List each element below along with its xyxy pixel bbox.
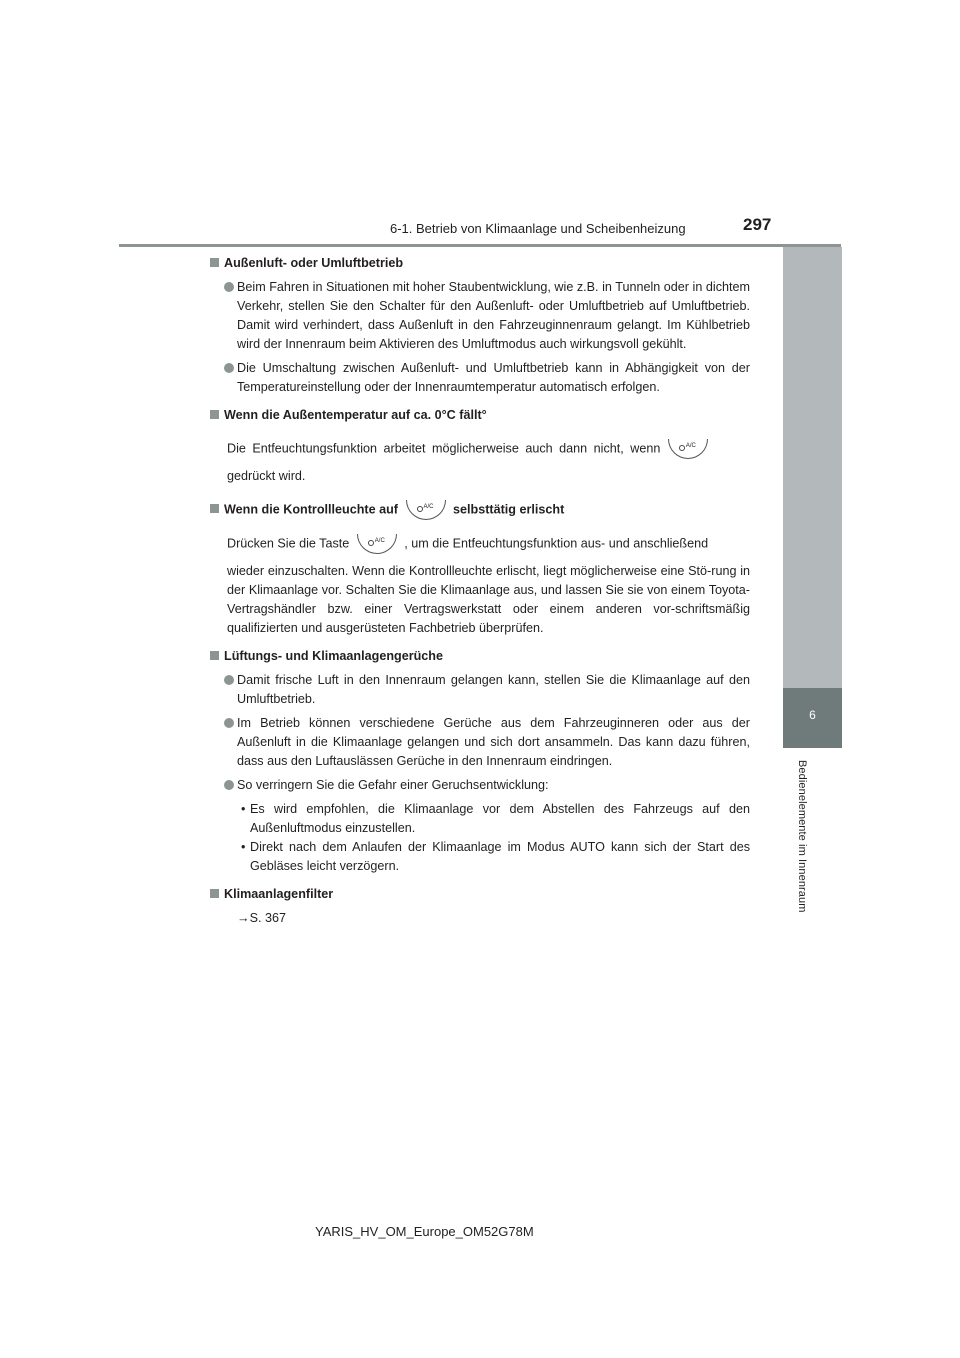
chapter-tab-background (783, 247, 842, 688)
round-bullet-icon (224, 718, 234, 728)
chapter-tab (783, 688, 842, 748)
sub-item-text: Es wird empfohlen, die Klimaanlage vor dem Abstellen des Fahrzeugs auf den Außenluftmodus einzustellen. (250, 802, 750, 835)
section-heading-text: Klimaanlagenfilter (224, 887, 334, 901)
round-bullet-icon (224, 780, 234, 790)
square-bullet-icon (210, 410, 219, 419)
section-heading-text: Wenn die Außentemperatur auf ca. 0°C fällt° (224, 408, 487, 422)
footer-document-id: YARIS_HV_OM_Europe_OM52G78M (315, 1224, 534, 1239)
section-heading (210, 500, 750, 520)
bullet-text: So verringern Sie die Gefahr einer Geruchsentwicklung: (237, 778, 549, 792)
ac-indicator-icon (417, 506, 423, 512)
header-rule (119, 244, 841, 247)
section-heading-text: selbsttätig erlischt (453, 502, 565, 517)
section-heading-text: Wenn die Kontrollleuchte auf (224, 502, 398, 517)
bullet-item (210, 278, 750, 354)
page-number: 297 (743, 215, 772, 234)
paragraph (210, 562, 750, 638)
ac-button-icon (406, 500, 446, 520)
square-bullet-icon (210, 258, 219, 267)
ac-button-label: A/C (423, 504, 434, 510)
paragraph-text: Drücken Sie die Taste (227, 536, 350, 551)
bullet-text: Damit frische Luft in den Innenraum gelangen kann, stellen Sie die Klimaanlage auf den Umluftbetrieb. (237, 673, 750, 706)
sub-bullet-marker: • (241, 840, 246, 854)
section-heading-text: Lüftungs- und Klimaanlagengerüche (224, 649, 444, 663)
square-bullet-icon (210, 889, 219, 898)
bullet-item (210, 714, 750, 771)
bullet-text: Beim Fahren in Situationen mit hoher Staubentwicklung, wie z.B. in Tunneln oder in dichtem Verkehr, stellen Sie den Schalter für den Außenluft- oder Umluftbetrieb auf Umluftbetrieb. Damit wird verhindert, dass Außenluft in den Fahrzeuginnenraum gelangt. Im Kühlbetrieb wird der Innenraum beim Aktivieren des Umluftmodus auch wirkungsvoll gekühlt. (237, 280, 750, 351)
bullet-item (210, 776, 750, 795)
square-bullet-icon (210, 651, 219, 660)
paragraph-text: wieder einzuschalten. Wenn die Kontrollleuchte erlischt, liegt möglicherweise eine Stö-rung in der Klimaanlage vor. Schalten Sie die Klimaanlage aus, und lassen Sie sie von einem Toyota-Vertragshändler bzw. einer Vertragswerkstatt oder einem anderen vor-schriftsmäßig qualifizierten und ausgerüsteten Fachbetrieb überprüfen. (227, 564, 750, 635)
ac-button-icon (357, 534, 397, 554)
paragraph-text: Die Entfeuchtungsfunktion arbeitet möglicherweise auch dann nicht, wenn (227, 441, 661, 456)
ac-indicator-icon (368, 540, 374, 546)
bullet-item (210, 359, 750, 397)
sub-item-text: Direkt nach dem Anlaufen der Klimaanlage im Modus AUTO kann sich der Start des Gebläses leicht verzögern. (250, 840, 750, 873)
bullet-text: Im Betrieb können verschiedene Gerüche aus dem Fahrzeuginneren oder aus der Außenluft in die Klimaanlage gelangen und sich dort ansammeln. Das kann dazu führen, dass aus den Luftauslässen Gerüche in den Innenraum eindringen. (237, 716, 750, 768)
ac-button-label: A/C (685, 443, 696, 449)
ac-button-label: A/C (374, 538, 385, 544)
section-heading (210, 885, 750, 904)
sub-bullet-marker: • (241, 802, 246, 816)
round-bullet-icon (224, 363, 234, 373)
section-heading-text: Außenluft- oder Umluftbetrieb (224, 256, 404, 270)
chapter-number: 6 (809, 708, 816, 722)
paragraph (210, 439, 750, 459)
bullet-text: Die Umschaltung zwischen Außenluft- und Umluftbetrieb kann in Abhängigkeit von der Temperatureinstellung oder der Innenraumtemperatur automatisch erfolgen. (237, 361, 750, 394)
paragraph (210, 534, 750, 554)
section-heading (210, 406, 750, 425)
paragraph-text: gedrückt wird. (227, 469, 306, 483)
round-bullet-icon (224, 675, 234, 685)
square-bullet-icon (210, 504, 219, 513)
section-heading (210, 647, 750, 666)
page-reference (210, 909, 750, 928)
paragraph (210, 467, 750, 486)
section-heading (210, 254, 750, 273)
sub-item (210, 838, 750, 876)
page-header-title: 6-1. Betrieb von Klimaanlage und Scheibenheizung (390, 221, 686, 236)
sub-item (210, 800, 750, 838)
round-bullet-icon (224, 282, 234, 292)
ac-button-icon (668, 439, 708, 459)
page-reference-text: →S. 367 (237, 911, 287, 925)
page-content (210, 254, 750, 928)
ac-indicator-icon (679, 445, 685, 451)
chapter-side-label: Bedienelemente im Innenraum (796, 760, 808, 913)
bullet-item (210, 671, 750, 709)
paragraph-text: , um die Entfeuchtungsfunktion aus- und anschließend (404, 536, 709, 551)
